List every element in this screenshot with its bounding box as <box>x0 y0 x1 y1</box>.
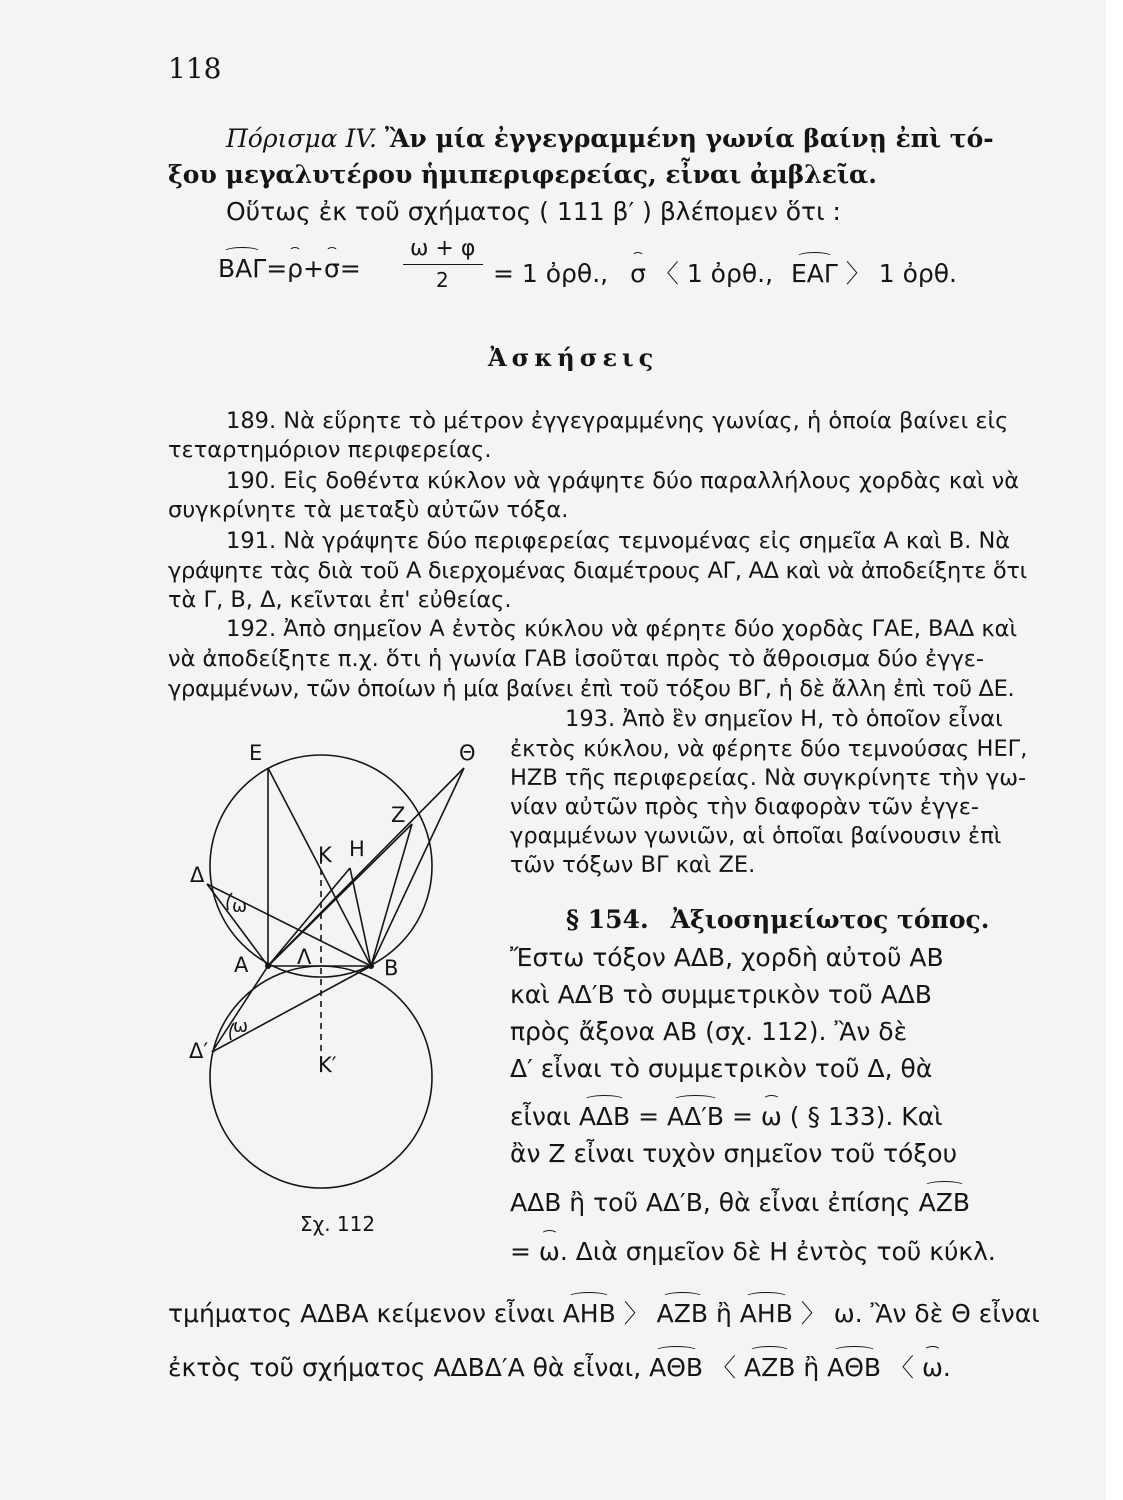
section-heading <box>566 905 989 934</box>
label-theta: Θ <box>459 741 476 765</box>
point-b <box>368 963 374 969</box>
text-run: τμήματος ΑΔΒΑ κείμενον εἶναι <box>168 1299 563 1328</box>
line-eb <box>268 768 371 966</box>
page-edge <box>1106 0 1123 1500</box>
porism-label: Πόρισμα IV. <box>226 124 378 153</box>
formula-numerator: ω + φ <box>410 236 476 261</box>
text-run: = <box>630 1102 668 1131</box>
section-line-5 <box>510 1102 943 1131</box>
text-run: . <box>942 1353 951 1382</box>
formula-lhs: ΒΑΓ <box>218 254 267 283</box>
line-deltaprime-b <box>212 966 371 1052</box>
exercise-193-line: τῶν τόξων ΒΓ καὶ ΖΕ. <box>510 852 756 878</box>
section-line-6: ἂν Ζ εἶναι τυχὸν σημεῖον τοῦ τόξου <box>510 1139 958 1168</box>
exercise-line: συγκρίνητε τὰ μεταξὺ αὐτῶν τόξα. <box>168 497 569 523</box>
formula-eq1: = <box>266 254 288 283</box>
angle-ahb: ΑΗΒ <box>562 1299 616 1328</box>
line-atheta <box>268 768 464 966</box>
exercise-line: 189. Νὰ εὕρητε τὸ μέτρον ἐγγεγραμμένης γωνίας, ἡ ὁποία βαίνει εἰς <box>226 408 1009 434</box>
porism-formula-rest <box>493 254 957 290</box>
section-line: Ἔστω τόξον ΑΔΒ, χορδὴ αὐτοῦ ΑΒ <box>510 943 944 972</box>
label-b: Β <box>384 956 399 980</box>
line-deltaprime-a <box>212 966 268 1052</box>
figure-caption: Σχ. 112 <box>300 1212 376 1236</box>
label-omega-1: ω <box>232 896 248 917</box>
angle-omega: ω <box>760 1102 782 1131</box>
text-run: εἶναι <box>510 1102 579 1131</box>
exercise-193-line: γραμμένων γωνιῶν, αἱ ὁποῖαι βαίνουσιν ἐπὶ <box>510 823 1002 849</box>
exercise-line: 190. Εἰς δοθέντα κύκλον νὰ γράψητε δύο παραλλήλους χορδὰς καὶ νὰ <box>226 468 1020 494</box>
text-run: . Διὰ σημεῖον δὲ Η ἐντὸς τοῦ κύκλ. <box>559 1237 996 1266</box>
text-run: ΑΔΒ ἢ τοῦ ΑΔ′Β, θὰ εἶναι ἐπίσης <box>510 1188 919 1217</box>
text-run: ἢ <box>708 1299 740 1328</box>
formula-sigma2: σ <box>630 259 646 288</box>
exercise-line: 192. Ἀπὸ σημεῖον Α ἐντὸς κύκλου νὰ φέρητε δύο χορδὰς ΓΑΕ, ΒΑΔ καὶ <box>226 616 1018 642</box>
label-omega-2: ω <box>233 1016 249 1037</box>
text-run: 〉 <box>615 1299 657 1328</box>
formula-denominator: 2 <box>436 268 449 292</box>
text-run: 〈 <box>881 1353 922 1382</box>
section-line: καὶ ΑΔ′Β τὸ συμμετρικὸν τοῦ ΑΔΒ <box>510 980 932 1009</box>
section-line-9 <box>168 1294 1040 1330</box>
section-number: § 154. <box>566 905 649 934</box>
label-z: Ζ <box>391 803 406 827</box>
formula-plus: + <box>303 254 324 283</box>
label-a: Α <box>234 953 249 977</box>
formula-eag: ΕΑΓ <box>790 259 838 288</box>
label-delta-prime: Δ′ <box>189 1039 209 1063</box>
angle-ahb: ΑΗΒ <box>739 1299 793 1328</box>
line-bh <box>350 868 371 966</box>
label-delta: Δ <box>190 863 205 887</box>
formula-eq2: = <box>339 254 361 283</box>
text-run: = <box>724 1102 761 1131</box>
section-title: Ἀξιοσημείωτος τόπος. <box>670 905 990 934</box>
label-e: Ε <box>249 741 263 765</box>
text-run: 〈 <box>703 1353 744 1382</box>
angle-azb: ΑΖΒ <box>743 1353 796 1382</box>
angle-azb: ΑΖΒ <box>918 1188 971 1217</box>
figure-112 <box>185 735 495 1205</box>
section-line: Δ′ εἶναι τὸ συμμετρικὸν τοῦ Δ, θὰ <box>510 1054 933 1083</box>
label-k-prime: Κ′ <box>318 1053 337 1077</box>
porism-formula <box>218 254 361 283</box>
exercise-line: νὰ ἀποδείξητε π.χ. ὅτι ἡ γωνία ΓΑΒ ἰσοῦται πρὸς τὸ ἄθροισμα δύο ἐγγε- <box>168 646 985 672</box>
section-line-10 <box>168 1348 951 1384</box>
exercise-193-line: νίαν αὐτῶν πρὸς τὴν διαφορὰν τῶν ἐγγε- <box>510 794 980 820</box>
label-lambda: Λ <box>297 945 312 969</box>
angle-adpb: ΑΔ′Β <box>667 1102 725 1131</box>
exercise-193-line: ΗΖΒ τῆς περιφερείας. Νὰ συγκρίνητε τὴν γω- <box>510 765 1027 791</box>
lower-circle <box>210 966 432 1188</box>
section-line: πρὸς ἄξονα ΑΒ (σχ. 112). Ἂν δὲ <box>510 1017 908 1046</box>
formula-eq3: = 1 ὀρθ., <box>493 259 609 288</box>
point-a <box>265 963 271 969</box>
angle-athb: ΑΘΒ <box>827 1353 882 1382</box>
exercise-line: τὰ Γ, Β, Δ, κεῖνται ἐπ' εὐθείας. <box>168 587 512 613</box>
exercise-line: γραμμένων, τῶν ὁποίων ἡ μία βαίνει ἐπὶ τοῦ τόξου ΒΓ, ἡ δὲ ἄλλη ἐπὶ τοῦ ΔΕ. <box>168 676 1015 702</box>
text-run: ( § 133). Καὶ <box>781 1102 943 1131</box>
angle-azb: ΑΖΒ <box>656 1299 709 1328</box>
formula-rho: ρ <box>287 254 304 283</box>
formula-sigma: σ <box>323 254 340 283</box>
exercise-193-line: 193. Ἀπὸ ἓν σημεῖον Η, τὸ ὁποῖον εἶναι <box>565 706 1003 732</box>
exercise-193-line: ἐκτὸς κύκλου, νὰ φέρητε δύο τεμνούσας ΗΕΓ, <box>510 736 1028 762</box>
exercise-line: γράψητε τὰς διὰ τοῦ Α διερχομένας διαμέτρους ΑΓ, ΑΔ καὶ νὰ ἀποδείξητε ὅτι <box>168 558 1027 584</box>
line-btheta <box>371 768 464 966</box>
porism-intro: Οὕτως ἐκ τοῦ σχήματος ( 111 β′ ) βλέπομεν ὅτι : <box>226 197 841 226</box>
label-h: Η <box>349 837 365 861</box>
angle-adb: ΑΔΒ <box>578 1102 631 1131</box>
angle-omega: ω <box>538 1237 560 1266</box>
page-number: 118 <box>168 52 222 85</box>
porism-line-1 <box>226 124 994 153</box>
angle-omega: ω <box>921 1353 943 1382</box>
text-run: ἢ <box>795 1353 828 1382</box>
section-line-8 <box>510 1237 996 1266</box>
exercises-title: Ἀσκήσεις <box>488 343 659 372</box>
porism-statement-2: ξου μεγαλυτέρου ἡμιπεριφερείας, εἶναι ἀμβλεῖα. <box>168 160 877 189</box>
text-run: 〉 ω. Ἂν δὲ Θ εἶναι <box>792 1299 1040 1328</box>
exercise-line: 191. Νὰ γράψητε δύο περιφερείας τεμνομένας εἰς σημεῖα Α καὶ Β. Νὰ <box>226 528 1011 554</box>
formula-fraction-bar <box>403 264 483 265</box>
exercise-line: τεταρτημόριον περιφερείας. <box>168 437 492 463</box>
angle-athb: ΑΘΒ <box>649 1353 704 1382</box>
text-run: ἐκτὸς τοῦ σχήματος ΑΔΒΔ′Α θὰ εἶναι, <box>168 1353 650 1382</box>
text-run: = <box>510 1237 539 1266</box>
formula-gt: 〉 1 ὀρθ. <box>845 259 957 288</box>
formula-lt: 〈 1 ὀρθ., <box>653 259 774 288</box>
label-k: Κ <box>318 843 332 867</box>
porism-statement-1: Ἂν μία ἐγγεγραμμένη γωνία βαίνῃ ἐπὶ τό- <box>384 124 994 153</box>
section-line-7 <box>510 1188 970 1217</box>
